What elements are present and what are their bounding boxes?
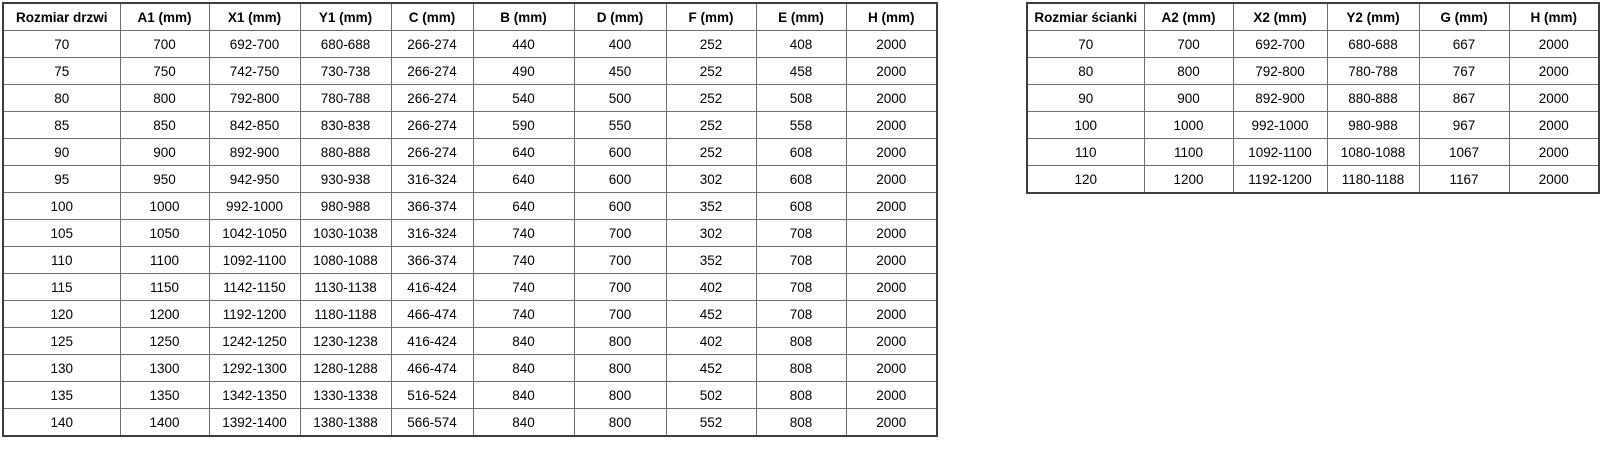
table-cell: 800	[120, 85, 209, 112]
table-cell: 1130-1138	[300, 274, 391, 301]
table-cell: 1230-1238	[300, 328, 391, 355]
table-cell: 1392-1400	[209, 409, 300, 437]
column-header: F (mm)	[666, 3, 756, 31]
table-cell: 590	[473, 112, 574, 139]
table-cell: 740	[473, 220, 574, 247]
table-cell: 1100	[1144, 139, 1233, 166]
table-cell: 140	[3, 409, 120, 437]
table-cell: 1092-1100	[209, 247, 300, 274]
table-cell: 740	[473, 301, 574, 328]
table-cell: 2000	[846, 139, 937, 166]
table-cell: 366-374	[391, 247, 473, 274]
table-cell: 680-688	[300, 31, 391, 58]
table-cell: 1067	[1419, 139, 1509, 166]
table-cell: 740	[473, 274, 574, 301]
table-cell: 2000	[846, 328, 937, 355]
table-row	[1027, 58, 1599, 85]
table-cell: 450	[574, 58, 666, 85]
table-cell: 252	[666, 112, 756, 139]
table-cell: 566-574	[391, 409, 473, 437]
table-cell: 808	[756, 328, 846, 355]
table-cell: 552	[666, 409, 756, 437]
table-cell: 1167	[1419, 166, 1509, 194]
table-cell: 75	[3, 58, 120, 85]
table-cell: 900	[1144, 85, 1233, 112]
table-cell: 608	[756, 193, 846, 220]
table-cell: 2000	[1509, 112, 1599, 139]
table-cell: 252	[666, 85, 756, 112]
table-cell: 110	[3, 247, 120, 274]
table-cell: 740	[473, 247, 574, 274]
table-cell: 440	[473, 31, 574, 58]
table-cell: 252	[666, 58, 756, 85]
table-cell: 316-324	[391, 166, 473, 193]
table-cell: 252	[666, 31, 756, 58]
table-cell: 1192-1200	[1233, 166, 1327, 194]
column-header: B (mm)	[473, 3, 574, 31]
table-cell: 800	[574, 355, 666, 382]
table-row	[3, 328, 937, 355]
table-cell: 840	[473, 409, 574, 437]
table-cell: 600	[574, 166, 666, 193]
table-cell: 767	[1419, 58, 1509, 85]
table-cell: 2000	[846, 58, 937, 85]
table-cell: 1050	[120, 220, 209, 247]
table-cell: 1192-1200	[209, 301, 300, 328]
table-row	[3, 193, 937, 220]
table-cell: 708	[756, 220, 846, 247]
table-cell: 842-850	[209, 112, 300, 139]
table-cell: 252	[666, 139, 756, 166]
table-cell: 1142-1150	[209, 274, 300, 301]
table-cell: 840	[473, 382, 574, 409]
table-cell: 2000	[846, 274, 937, 301]
table-cell: 1042-1050	[209, 220, 300, 247]
table-cell: 700	[574, 301, 666, 328]
table-cell: 2000	[846, 220, 937, 247]
table-cell: 700	[1144, 31, 1233, 58]
table-cell: 880-888	[1327, 85, 1419, 112]
table-cell: 1200	[1144, 166, 1233, 194]
table-cell: 600	[574, 139, 666, 166]
table-cell: 930-938	[300, 166, 391, 193]
table-cell: 608	[756, 139, 846, 166]
table-cell: 800	[574, 382, 666, 409]
table-cell: 316-324	[391, 220, 473, 247]
table-cell: 2000	[1509, 166, 1599, 194]
table-cell: 558	[756, 112, 846, 139]
table-cell: 1000	[1144, 112, 1233, 139]
table-cell: 1030-1038	[300, 220, 391, 247]
table-cell: 352	[666, 193, 756, 220]
table-row	[3, 58, 937, 85]
table-cell: 1330-1338	[300, 382, 391, 409]
column-header: E (mm)	[756, 3, 846, 31]
table-cell: 608	[756, 166, 846, 193]
table-cell: 2000	[846, 382, 937, 409]
table-row	[1027, 31, 1599, 58]
table-cell: 792-800	[209, 85, 300, 112]
door-dimensions-table	[2, 2, 938, 437]
table-cell: 466-474	[391, 355, 473, 382]
table-cell: 1380-1388	[300, 409, 391, 437]
table-cell: 800	[1144, 58, 1233, 85]
table-cell: 1000	[120, 193, 209, 220]
table-cell: 400	[574, 31, 666, 58]
table-cell: 667	[1419, 31, 1509, 58]
table-cell: 1280-1288	[300, 355, 391, 382]
table-cell: 2000	[846, 31, 937, 58]
table-cell: 780-788	[1327, 58, 1419, 85]
table-cell: 1292-1300	[209, 355, 300, 382]
column-header: G (mm)	[1419, 3, 1509, 31]
table-cell: 692-700	[209, 31, 300, 58]
table-cell: 830-838	[300, 112, 391, 139]
table-cell: 516-524	[391, 382, 473, 409]
table-cell: 1180-1188	[1327, 166, 1419, 194]
table-cell: 992-1000	[1233, 112, 1327, 139]
table-cell: 980-988	[1327, 112, 1419, 139]
table-cell: 2000	[846, 247, 937, 274]
table-cell: 700	[120, 31, 209, 58]
table-cell: 90	[1027, 85, 1144, 112]
table-cell: 266-274	[391, 85, 473, 112]
table-row	[1027, 85, 1599, 112]
table-row	[3, 85, 937, 112]
table-cell: 700	[574, 220, 666, 247]
table-cell: 2000	[1509, 31, 1599, 58]
table-cell: 452	[666, 301, 756, 328]
table-row	[3, 301, 937, 328]
column-header: Rozmiar drzwi	[3, 3, 120, 31]
table-cell: 708	[756, 301, 846, 328]
table-row	[3, 409, 937, 437]
table-cell: 1242-1250	[209, 328, 300, 355]
table-cell: 266-274	[391, 139, 473, 166]
table-cell: 2000	[846, 355, 937, 382]
table-cell: 266-274	[391, 112, 473, 139]
table-cell: 100	[3, 193, 120, 220]
table-cell: 500	[574, 85, 666, 112]
table-cell: 1300	[120, 355, 209, 382]
table-cell: 792-800	[1233, 58, 1327, 85]
table-cell: 640	[473, 193, 574, 220]
table-cell: 2000	[1509, 139, 1599, 166]
table-row	[3, 31, 937, 58]
column-header: Rozmiar ścianki	[1027, 3, 1144, 31]
table-cell: 302	[666, 166, 756, 193]
table-cell: 100	[1027, 112, 1144, 139]
table-cell: 490	[473, 58, 574, 85]
table-cell: 1180-1188	[300, 301, 391, 328]
column-header: H (mm)	[846, 3, 937, 31]
table-cell: 110	[1027, 139, 1144, 166]
table-cell: 125	[3, 328, 120, 355]
table-cell: 942-950	[209, 166, 300, 193]
column-header: Y1 (mm)	[300, 3, 391, 31]
table-row	[3, 355, 937, 382]
table-cell: 120	[1027, 166, 1144, 194]
table-cell: 120	[3, 301, 120, 328]
table-cell: 800	[574, 409, 666, 437]
table-cell: 416-424	[391, 274, 473, 301]
column-header: A2 (mm)	[1144, 3, 1233, 31]
column-header: X2 (mm)	[1233, 3, 1327, 31]
column-header: C (mm)	[391, 3, 473, 31]
table-cell: 352	[666, 247, 756, 274]
table-row	[3, 274, 937, 301]
table-cell: 1250	[120, 328, 209, 355]
table-cell: 992-1000	[209, 193, 300, 220]
wall-dimensions-table	[1026, 2, 1600, 194]
table-cell: 850	[120, 112, 209, 139]
table-cell: 2000	[846, 85, 937, 112]
header-row	[3, 3, 937, 31]
table-cell: 750	[120, 58, 209, 85]
table-cell: 2000	[846, 193, 937, 220]
table-cell: 302	[666, 220, 756, 247]
table-cell: 466-474	[391, 301, 473, 328]
table-cell: 540	[473, 85, 574, 112]
table-row	[3, 112, 937, 139]
table-cell: 840	[473, 328, 574, 355]
table-cell: 892-900	[209, 139, 300, 166]
table-cell: 780-788	[300, 85, 391, 112]
table-cell: 402	[666, 328, 756, 355]
table-cell: 135	[3, 382, 120, 409]
table-cell: 502	[666, 382, 756, 409]
table-cell: 70	[3, 31, 120, 58]
table-row	[1027, 166, 1599, 194]
table-cell: 95	[3, 166, 120, 193]
table-cell: 115	[3, 274, 120, 301]
table-cell: 1100	[120, 247, 209, 274]
table-cell: 867	[1419, 85, 1509, 112]
table-cell: 2000	[1509, 85, 1599, 112]
table-cell: 508	[756, 85, 846, 112]
table-cell: 1080-1088	[1327, 139, 1419, 166]
table-cell: 85	[3, 112, 120, 139]
header-row	[1027, 3, 1599, 31]
table-cell: 708	[756, 274, 846, 301]
table-cell: 980-988	[300, 193, 391, 220]
table-cell: 2000	[846, 301, 937, 328]
table-cell: 130	[3, 355, 120, 382]
table-cell: 950	[120, 166, 209, 193]
table-row	[3, 220, 937, 247]
table-cell: 1092-1100	[1233, 139, 1327, 166]
table-cell: 2000	[846, 166, 937, 193]
table-cell: 266-274	[391, 31, 473, 58]
table-cell: 640	[473, 166, 574, 193]
column-header: X1 (mm)	[209, 3, 300, 31]
table-cell: 1400	[120, 409, 209, 437]
table-cell: 742-750	[209, 58, 300, 85]
table-cell: 700	[574, 247, 666, 274]
column-header: H (mm)	[1509, 3, 1599, 31]
table-cell: 416-424	[391, 328, 473, 355]
table-cell: 2000	[1509, 58, 1599, 85]
table-cell: 808	[756, 355, 846, 382]
table-cell: 900	[120, 139, 209, 166]
table-cell: 600	[574, 193, 666, 220]
table-cell: 967	[1419, 112, 1509, 139]
table-cell: 1342-1350	[209, 382, 300, 409]
table-cell: 458	[756, 58, 846, 85]
table-cell: 640	[473, 139, 574, 166]
table-row	[3, 382, 937, 409]
table-cell: 730-738	[300, 58, 391, 85]
table-cell: 80	[1027, 58, 1144, 85]
table-cell: 408	[756, 31, 846, 58]
table-cell: 70	[1027, 31, 1144, 58]
column-header: D (mm)	[574, 3, 666, 31]
table-cell: 700	[574, 274, 666, 301]
table-cell: 692-700	[1233, 31, 1327, 58]
column-header: Y2 (mm)	[1327, 3, 1419, 31]
column-header: A1 (mm)	[120, 3, 209, 31]
table-cell: 402	[666, 274, 756, 301]
table-row	[1027, 139, 1599, 166]
table-cell: 708	[756, 247, 846, 274]
table-cell: 90	[3, 139, 120, 166]
table-cell: 452	[666, 355, 756, 382]
table-cell: 366-374	[391, 193, 473, 220]
table-cell: 1350	[120, 382, 209, 409]
table-cell: 2000	[846, 409, 937, 437]
table-cell: 2000	[846, 112, 937, 139]
table-row	[3, 139, 937, 166]
table-cell: 680-688	[1327, 31, 1419, 58]
table-cell: 800	[574, 328, 666, 355]
table-row	[3, 166, 937, 193]
table-cell: 1080-1088	[300, 247, 391, 274]
table-cell: 80	[3, 85, 120, 112]
table-cell: 840	[473, 355, 574, 382]
table-cell: 550	[574, 112, 666, 139]
table-cell: 1200	[120, 301, 209, 328]
table-cell: 880-888	[300, 139, 391, 166]
table-row	[3, 247, 937, 274]
table-cell: 808	[756, 382, 846, 409]
table-cell: 892-900	[1233, 85, 1327, 112]
table-cell: 808	[756, 409, 846, 437]
table-cell: 266-274	[391, 58, 473, 85]
table-cell: 1150	[120, 274, 209, 301]
table-row	[1027, 112, 1599, 139]
table-cell: 105	[3, 220, 120, 247]
